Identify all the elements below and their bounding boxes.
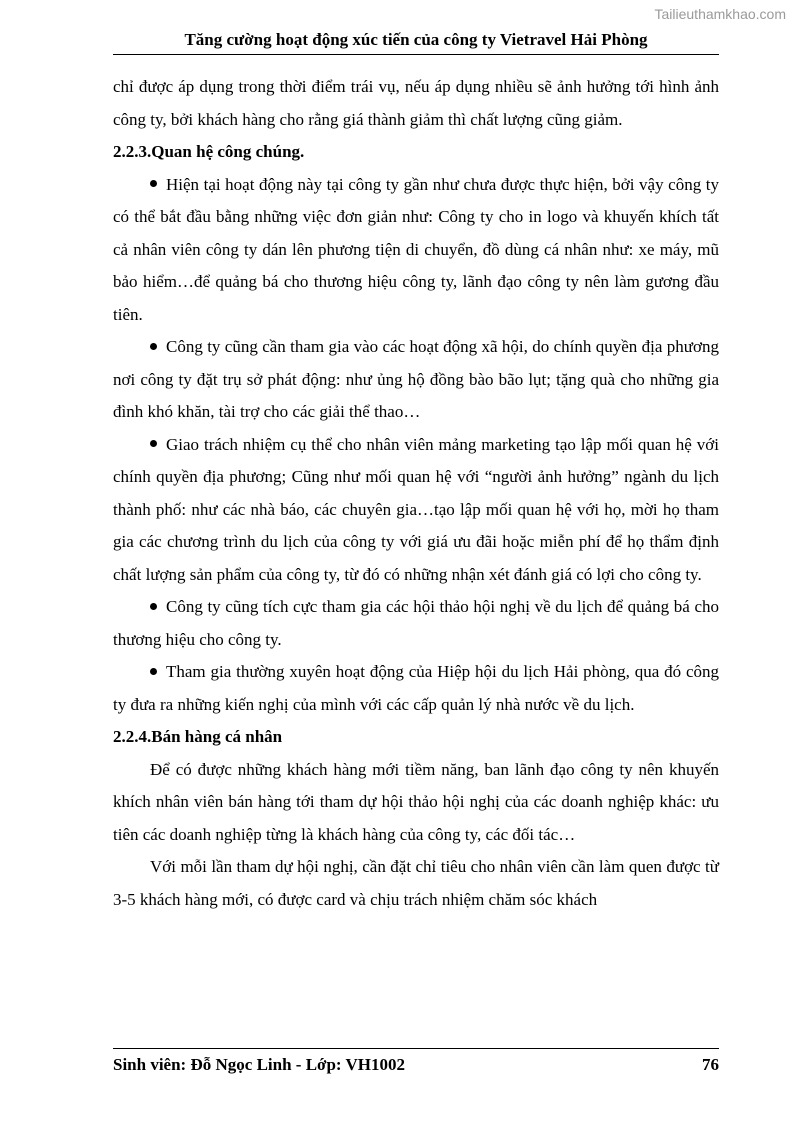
bullet-icon xyxy=(150,343,157,350)
bullet-icon xyxy=(150,180,157,187)
page-header-title: Tăng cường hoạt động xúc tiến của công ty Vietravel Hải Phòng xyxy=(113,30,719,55)
bullet-text: Hiện tại hoạt động này tại công ty gần như chưa được thực hiện, bởi vậy công ty có thể bắt đầu bằng những việc đơn giản như: Công ty cho in logo và khuyến khích tất cả nhân viên công ty dán lên phương tiện di chuyển, đồ dùng cá nhân như: xe máy, mũ bảo hiểm…để quảng bá cho thương hiệu công ty, lãnh đạo công ty nên làm gương đầu tiên. xyxy=(113,174,719,324)
intro-paragraph: chỉ được áp dụng trong thời điểm trái vụ, nếu áp dụng nhiều sẽ ảnh hưởng tới hình ảnh công ty, bởi khách hàng cho rằng giá thành giảm thì chất lượng cũng giảm. xyxy=(113,77,719,129)
bullet-icon xyxy=(150,603,157,610)
bullet-paragraph xyxy=(113,169,719,332)
bullet-paragraph xyxy=(113,429,719,592)
body-paragraph: Để có được những khách hàng mới tiềm năng, ban lãnh đạo công ty nên khuyến khích nhân viên bán hàng tới tham dự hội thảo hội nghị của các doanh nghiệp khác: ưu tiên các doanh nghiệp từng là khách hàng của công ty, các đối tác… xyxy=(113,759,719,844)
section-heading-personal-selling: 2.2.4.Bán hàng cá nhân xyxy=(113,727,283,746)
document-body xyxy=(113,71,719,916)
page-number: 76 xyxy=(702,1055,719,1074)
bullet-icon xyxy=(150,668,157,675)
bullet-paragraph xyxy=(113,656,719,721)
footer-student-info: Sinh viên: Đỗ Ngọc Linh - Lớp: VH1002 xyxy=(113,1055,406,1074)
bullet-paragraph xyxy=(113,591,719,656)
bullet-text: Công ty cũng tích cực tham gia các hội thảo hội nghị về du lịch để quảng bá cho thương hiệu cho công ty. xyxy=(113,597,719,649)
body-paragraph: Với mỗi lần tham dự hội nghị, cần đặt chỉ tiêu cho nhân viên cần làm quen được từ 3-5 khách hàng mới, có được card và chịu trách nhiệm chăm sóc khách xyxy=(113,857,719,909)
bullet-text: Tham gia thường xuyên hoạt động của Hiệp hội du lịch Hải phòng, qua đó công ty đưa ra những kiến nghị của mình với các cấp quản lý nhà nước về du lịch. xyxy=(113,662,719,714)
bullet-text: Giao trách nhiệm cụ thể cho nhân viên mảng marketing tạo lập mối quan hệ với chính quyền địa phương; Cũng như mối quan hệ với “người ảnh hưởng” ngành du lịch thành phố: như các nhà báo, các chuyên gia…tạo lập mối quan hệ với họ, mời họ tham gia các chương trình du lịch của công ty với giá ưu đãi hoặc miễn phí để họ thẩm định chất lượng sản phẩm của công ty, từ đó có những nhận xét đánh giá có lợi cho công ty. xyxy=(113,434,719,584)
bullet-icon xyxy=(150,440,157,447)
page-footer xyxy=(113,1048,719,1075)
bullet-text: Công ty cũng cần tham gia vào các hoạt động xã hội, do chính quyền địa phương nơi công ty đặt trụ sở phát động: như ủng hộ đồng bào bão lụt; tặng quà cho những gia đình khó khăn, tài trợ cho các giải thể thao… xyxy=(113,337,719,421)
bullet-paragraph xyxy=(113,331,719,429)
watermark: Tailieuthamkhao.com xyxy=(654,6,786,22)
section-heading-public-relations: 2.2.3.Quan hệ công chúng. xyxy=(113,142,305,161)
